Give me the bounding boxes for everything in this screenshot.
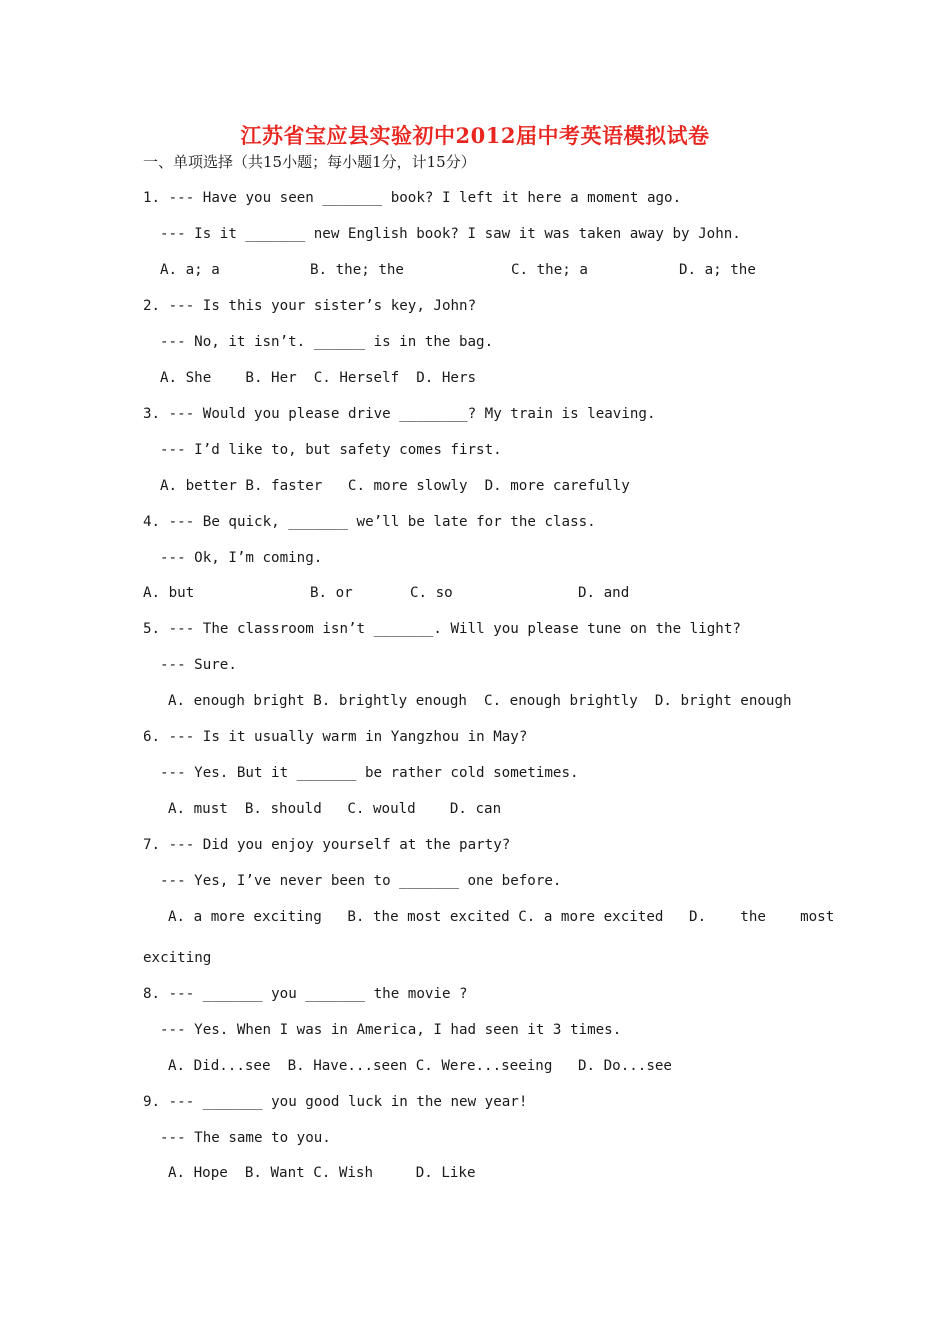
question-4-prompt: 4. --- Be quick, _______ we’ll be late for the class. [143,514,596,530]
option-d: D. and [578,585,630,601]
exam-title: 江苏省宝应县实验初中2012届中考英语模拟试卷 [240,123,710,148]
option-b: B. the; the [310,262,404,278]
question-8-reply: --- Yes. When I was in America, I had seen it 3 times. [160,1022,622,1038]
question-1-prompt: 1. --- Have you seen _______ book? I left it here a moment ago. [143,190,682,206]
question-6-options: A. must B. should C. would D. can [168,801,502,817]
question-7-options-continued: exciting [143,950,212,966]
question-5-options: A. enough bright B. brightly enough C. enough brightly D. bright enough [168,693,792,709]
question-8-prompt: 8. --- _______ you _______ the movie ? [143,986,468,1002]
option-a: A. but [143,585,195,601]
option-a: A. a; a [160,262,220,278]
question-1-reply: --- Is it _______ new English book? I saw it was taken away by John. [160,226,741,242]
question-7-reply: --- Yes, I’ve never been to _______ one before. [160,873,562,889]
question-2-prompt: 2. --- Is this your sister’s key, John? [143,298,477,314]
question-3-reply: --- I’d like to, but safety comes first. [160,442,502,458]
question-7-options: A. a more exciting B. the most excited C. a more excited D. the most [168,909,835,925]
option-c: C. the; a [511,262,588,278]
option-b: B. or [310,585,353,601]
question-5-reply: --- Sure. [160,657,237,673]
question-9-prompt: 9. --- _______ you good luck in the new year! [143,1094,528,1110]
question-8-options: A. Did...see B. Have...seen C. Were...seeing D. Do...see [168,1058,672,1074]
question-3-prompt: 3. --- Would you please drive ________? My train is leaving. [143,406,656,422]
question-7-prompt: 7. --- Did you enjoy yourself at the party? [143,837,511,853]
option-d: D. a; the [679,262,756,278]
question-2-options: A. She B. Her C. Herself D. Hers [160,370,477,386]
question-4-reply: --- Ok, I’m coming. [160,550,323,566]
question-2-reply: --- No, it isn’t. ______ is in the bag. [160,334,494,350]
question-3-options: A. better B. faster C. more slowly D. more carefully [160,478,630,494]
question-9-reply: --- The same to you. [160,1130,331,1146]
section-heading: 一、单项选择（共15小题；每小题1分，计15分） [143,153,476,171]
question-9-options: A. Hope B. Want C. Wish D. Like [168,1165,476,1181]
question-5-prompt: 5. --- The classroom isn’t _______. Will you please tune on the light? [143,621,741,637]
option-c: C. so [410,585,453,601]
question-6-reply: --- Yes. But it _______ be rather cold sometimes. [160,765,579,781]
question-6-prompt: 6. --- Is it usually warm in Yangzhou in May? [143,729,528,745]
